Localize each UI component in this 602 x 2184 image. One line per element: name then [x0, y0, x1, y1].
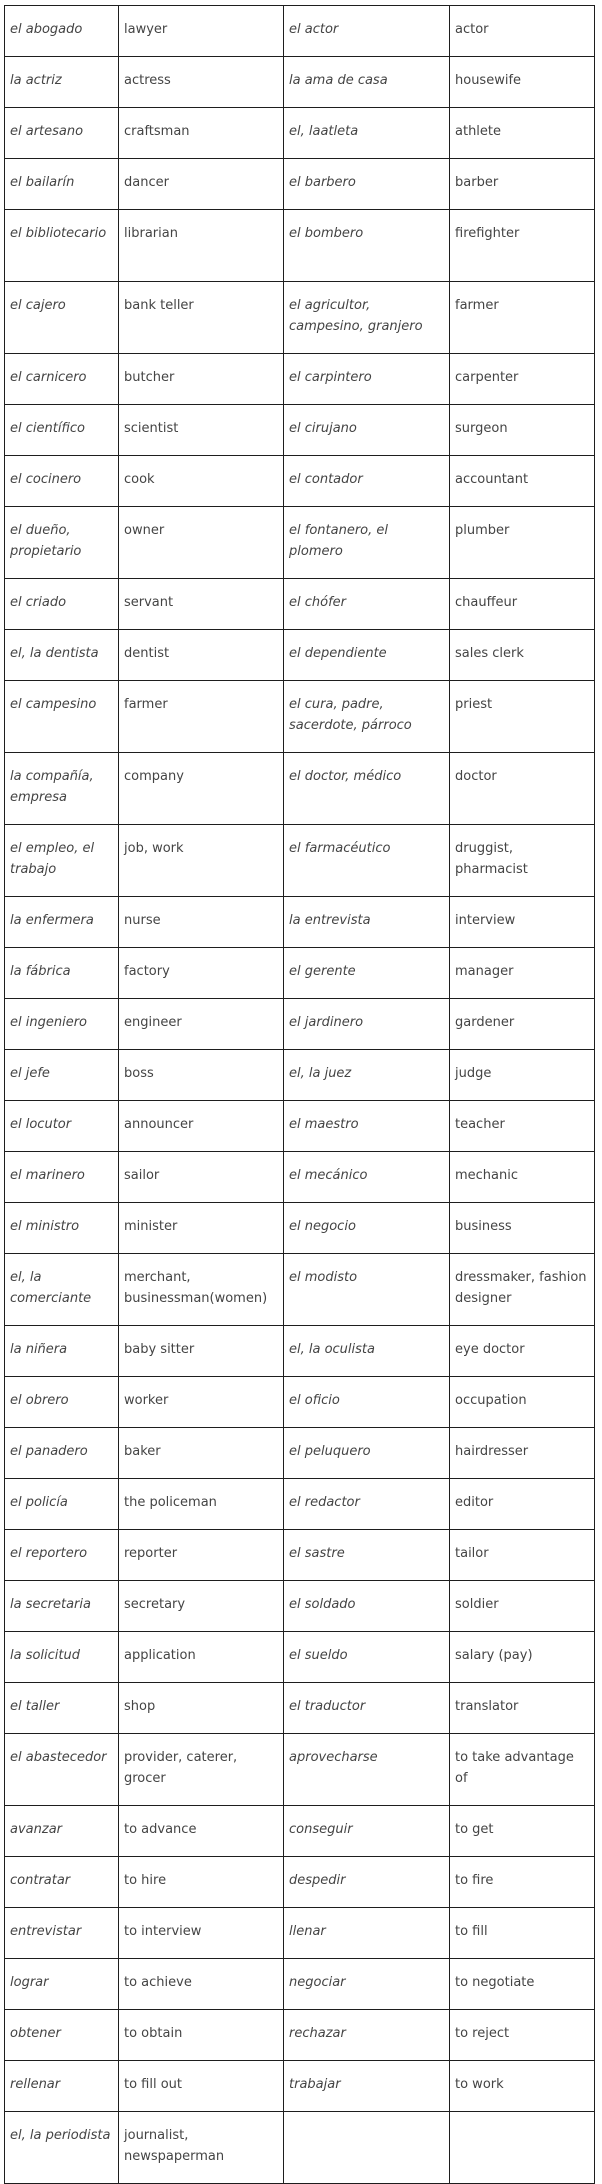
spanish-term-cell: lograr [5, 1959, 119, 2010]
english-translation-cell: to interview [119, 1908, 284, 1959]
spanish-term-cell: el, la comerciante [5, 1254, 119, 1326]
spanish-term-cell: la niñera [5, 1326, 119, 1377]
english-translation-cell: soldier [450, 1581, 595, 1632]
spanish-term-cell: la compañía, empresa [5, 753, 119, 825]
table-row [5, 1734, 595, 1806]
spanish-term-cell: el traductor [284, 1683, 450, 1734]
spanish-term-cell: el bibliotecario [5, 210, 119, 282]
spanish-term-cell: el cirujano [284, 405, 450, 456]
english-translation-cell: librarian [119, 210, 284, 282]
spanish-term-cell: el obrero [5, 1377, 119, 1428]
english-translation-cell: baker [119, 1428, 284, 1479]
table-row [5, 456, 595, 507]
spanish-term-cell: el oficio [284, 1377, 450, 1428]
spanish-term-cell: el reportero [5, 1530, 119, 1581]
spanish-term-cell: el policía [5, 1479, 119, 1530]
english-translation-cell: shop [119, 1683, 284, 1734]
spanish-term-cell: el cajero [5, 282, 119, 354]
table-row [5, 1101, 595, 1152]
table-row [5, 405, 595, 456]
english-translation-cell: chauffeur [450, 579, 595, 630]
spanish-term-cell: el agricultor, campesino, granjero [284, 282, 450, 354]
spanish-term-cell: el maestro [284, 1101, 450, 1152]
table-row [5, 753, 595, 825]
spanish-term-cell: el jefe [5, 1050, 119, 1101]
spanish-term-cell: negociar [284, 1959, 450, 2010]
spanish-term-cell: obtener [5, 2010, 119, 2061]
spanish-term-cell: el, laatleta [284, 108, 450, 159]
spanish-term-cell: el sastre [284, 1530, 450, 1581]
spanish-term-cell: el carnicero [5, 354, 119, 405]
spanish-term-cell: el cura, padre, sacerdote, párroco [284, 681, 450, 753]
english-translation-cell: bank teller [119, 282, 284, 354]
english-translation-cell: factory [119, 948, 284, 999]
spanish-term-cell: la secretaria [5, 1581, 119, 1632]
table-row [5, 681, 595, 753]
spanish-term-cell: el gerente [284, 948, 450, 999]
table-row [5, 354, 595, 405]
english-translation-cell: to take advantage of [450, 1734, 595, 1806]
english-translation-cell: to negotiate [450, 1959, 595, 2010]
spanish-term-cell: el artesano [5, 108, 119, 159]
english-translation-cell: firefighter [450, 210, 595, 282]
table-row [5, 1254, 595, 1326]
english-translation-cell: reporter [119, 1530, 284, 1581]
spanish-term-cell: el abogado [5, 6, 119, 57]
table-row [5, 1959, 595, 2010]
english-translation-cell: editor [450, 1479, 595, 1530]
spanish-term-cell: el jardinero [284, 999, 450, 1050]
table-row [5, 1806, 595, 1857]
spanish-term-cell: entrevistar [5, 1908, 119, 1959]
english-translation-cell: teacher [450, 1101, 595, 1152]
table-row [5, 1908, 595, 1959]
english-translation-cell: baby sitter [119, 1326, 284, 1377]
english-translation-cell: tailor [450, 1530, 595, 1581]
spanish-term-cell: el chófer [284, 579, 450, 630]
english-translation-cell: eye doctor [450, 1326, 595, 1377]
english-translation-cell: athlete [450, 108, 595, 159]
english-translation-cell: journalist, newspaperman [119, 2112, 284, 2184]
english-translation-cell: farmer [450, 282, 595, 354]
english-translation-cell: secretary [119, 1581, 284, 1632]
spanish-term-cell: despedir [284, 1857, 450, 1908]
english-translation-cell: dressmaker, fashion designer [450, 1254, 595, 1326]
spanish-term-cell: el negocio [284, 1203, 450, 1254]
spanish-term-cell: contratar [5, 1857, 119, 1908]
english-translation-cell: plumber [450, 507, 595, 579]
spanish-term-cell: el redactor [284, 1479, 450, 1530]
english-translation-cell: to get [450, 1806, 595, 1857]
spanish-term-cell: el campesino [5, 681, 119, 753]
spanish-term-cell: el científico [5, 405, 119, 456]
english-translation-cell: judge [450, 1050, 595, 1101]
spanish-term-cell: trabajar [284, 2061, 450, 2112]
english-translation-cell: surgeon [450, 405, 595, 456]
spanish-term-cell: el contador [284, 456, 450, 507]
spanish-term-cell: el actor [284, 6, 450, 57]
table-row [5, 1152, 595, 1203]
spanish-term-cell: aprovecharse [284, 1734, 450, 1806]
english-translation-cell: to fill [450, 1908, 595, 1959]
spanish-term-cell: llenar [284, 1908, 450, 1959]
english-translation-cell: boss [119, 1050, 284, 1101]
spanish-term-cell: el, la juez [284, 1050, 450, 1101]
spanish-term-cell: el, la oculista [284, 1326, 450, 1377]
english-translation-cell: cook [119, 456, 284, 507]
english-translation-cell: company [119, 753, 284, 825]
english-translation-cell: sailor [119, 1152, 284, 1203]
table-row [5, 108, 595, 159]
english-translation-cell: dancer [119, 159, 284, 210]
spanish-term-cell: el dueño, propietario [5, 507, 119, 579]
english-translation-cell: worker [119, 1377, 284, 1428]
table-row [5, 210, 595, 282]
spanish-term-cell: rechazar [284, 2010, 450, 2061]
english-translation-cell: mechanic [450, 1152, 595, 1203]
spanish-term-cell: el carpintero [284, 354, 450, 405]
english-translation-cell: accountant [450, 456, 595, 507]
vocabulary-table [4, 5, 595, 2184]
spanish-term-cell: el soldado [284, 1581, 450, 1632]
english-translation-cell: merchant, businessman(women) [119, 1254, 284, 1326]
english-translation-cell: gardener [450, 999, 595, 1050]
table-row [5, 2010, 595, 2061]
table-row [5, 948, 595, 999]
spanish-term-cell: el empleo, el trabajo [5, 825, 119, 897]
english-translation-cell: carpenter [450, 354, 595, 405]
english-translation-cell: priest [450, 681, 595, 753]
english-translation-cell: salary (pay) [450, 1632, 595, 1683]
english-translation-cell: butcher [119, 354, 284, 405]
english-translation-cell: engineer [119, 999, 284, 1050]
spanish-term-cell: el sueldo [284, 1632, 450, 1683]
english-translation-cell: application [119, 1632, 284, 1683]
table-row [5, 897, 595, 948]
english-translation-cell: doctor [450, 753, 595, 825]
spanish-term-cell: el panadero [5, 1428, 119, 1479]
table-row [5, 1377, 595, 1428]
english-translation-cell: translator [450, 1683, 595, 1734]
spanish-term-cell: el barbero [284, 159, 450, 210]
english-translation-cell: housewife [450, 57, 595, 108]
spanish-term-cell: la ama de casa [284, 57, 450, 108]
english-translation-cell: actor [450, 6, 595, 57]
spanish-term-cell: la solicitud [5, 1632, 119, 1683]
english-translation-cell: farmer [119, 681, 284, 753]
english-translation-cell: dentist [119, 630, 284, 681]
spanish-term-cell: el modisto [284, 1254, 450, 1326]
english-translation-cell: barber [450, 159, 595, 210]
table-row [5, 57, 595, 108]
table-row [5, 2061, 595, 2112]
spanish-term-cell: el criado [5, 579, 119, 630]
spanish-term-cell: el, la dentista [5, 630, 119, 681]
table-row [5, 630, 595, 681]
english-translation-cell: lawyer [119, 6, 284, 57]
spanish-term-cell: avanzar [5, 1806, 119, 1857]
english-translation-cell: scientist [119, 405, 284, 456]
spanish-term-cell: el mecánico [284, 1152, 450, 1203]
english-translation-cell: servant [119, 579, 284, 630]
english-translation-cell: druggist, pharmacist [450, 825, 595, 897]
spanish-term-cell: la enfermera [5, 897, 119, 948]
spanish-term-cell: el cocinero [5, 456, 119, 507]
english-translation-cell: craftsman [119, 108, 284, 159]
english-translation-cell: actress [119, 57, 284, 108]
spanish-term-cell: rellenar [5, 2061, 119, 2112]
spanish-term-cell: el abastecedor [5, 1734, 119, 1806]
table-row [5, 1530, 595, 1581]
spanish-term-cell: el, la periodista [5, 2112, 119, 2184]
table-row [5, 579, 595, 630]
table-row [5, 1857, 595, 1908]
english-translation-cell: hairdresser [450, 1428, 595, 1479]
table-row [5, 1326, 595, 1377]
spanish-term-cell: la actriz [5, 57, 119, 108]
table-row [5, 1581, 595, 1632]
table-row [5, 1050, 595, 1101]
table-row [5, 1479, 595, 1530]
spanish-term-cell: el ministro [5, 1203, 119, 1254]
english-translation-cell: to advance [119, 1806, 284, 1857]
english-translation-cell: to reject [450, 2010, 595, 2061]
spanish-term-cell: el locutor [5, 1101, 119, 1152]
english-translation-cell: announcer [119, 1101, 284, 1152]
english-translation-cell: owner [119, 507, 284, 579]
table-row [5, 1632, 595, 1683]
spanish-term-cell: el doctor, médico [284, 753, 450, 825]
table-row [5, 1428, 595, 1479]
spanish-term-cell: el fontanero, el plomero [284, 507, 450, 579]
table-row [5, 507, 595, 579]
table-row [5, 159, 595, 210]
spanish-term-cell: el peluquero [284, 1428, 450, 1479]
spanish-term-cell [284, 2112, 450, 2184]
english-translation-cell: to hire [119, 1857, 284, 1908]
english-translation-cell: to obtain [119, 2010, 284, 2061]
spanish-term-cell: el marinero [5, 1152, 119, 1203]
english-translation-cell: nurse [119, 897, 284, 948]
english-translation-cell: minister [119, 1203, 284, 1254]
spanish-term-cell: el ingeniero [5, 999, 119, 1050]
table-row [5, 6, 595, 57]
table-row [5, 1683, 595, 1734]
english-translation-cell: to work [450, 2061, 595, 2112]
spanish-term-cell: la entrevista [284, 897, 450, 948]
vocabulary-table-body [5, 6, 595, 2184]
english-translation-cell: manager [450, 948, 595, 999]
table-row [5, 1203, 595, 1254]
table-row [5, 282, 595, 354]
english-translation-cell: to achieve [119, 1959, 284, 2010]
table-row [5, 825, 595, 897]
spanish-term-cell: conseguir [284, 1806, 450, 1857]
english-translation-cell: job, work [119, 825, 284, 897]
english-translation-cell: business [450, 1203, 595, 1254]
english-translation-cell: occupation [450, 1377, 595, 1428]
english-translation-cell: provider, caterer, grocer [119, 1734, 284, 1806]
spanish-term-cell: el farmacéutico [284, 825, 450, 897]
spanish-term-cell: el dependiente [284, 630, 450, 681]
english-translation-cell: to fill out [119, 2061, 284, 2112]
spanish-term-cell: el taller [5, 1683, 119, 1734]
english-translation-cell: sales clerk [450, 630, 595, 681]
spanish-term-cell: el bombero [284, 210, 450, 282]
english-translation-cell: interview [450, 897, 595, 948]
english-translation-cell: to fire [450, 1857, 595, 1908]
spanish-term-cell: el bailarín [5, 159, 119, 210]
spanish-term-cell: la fábrica [5, 948, 119, 999]
english-translation-cell: the policeman [119, 1479, 284, 1530]
english-translation-cell [450, 2112, 595, 2184]
table-row [5, 2112, 595, 2184]
table-row [5, 999, 595, 1050]
